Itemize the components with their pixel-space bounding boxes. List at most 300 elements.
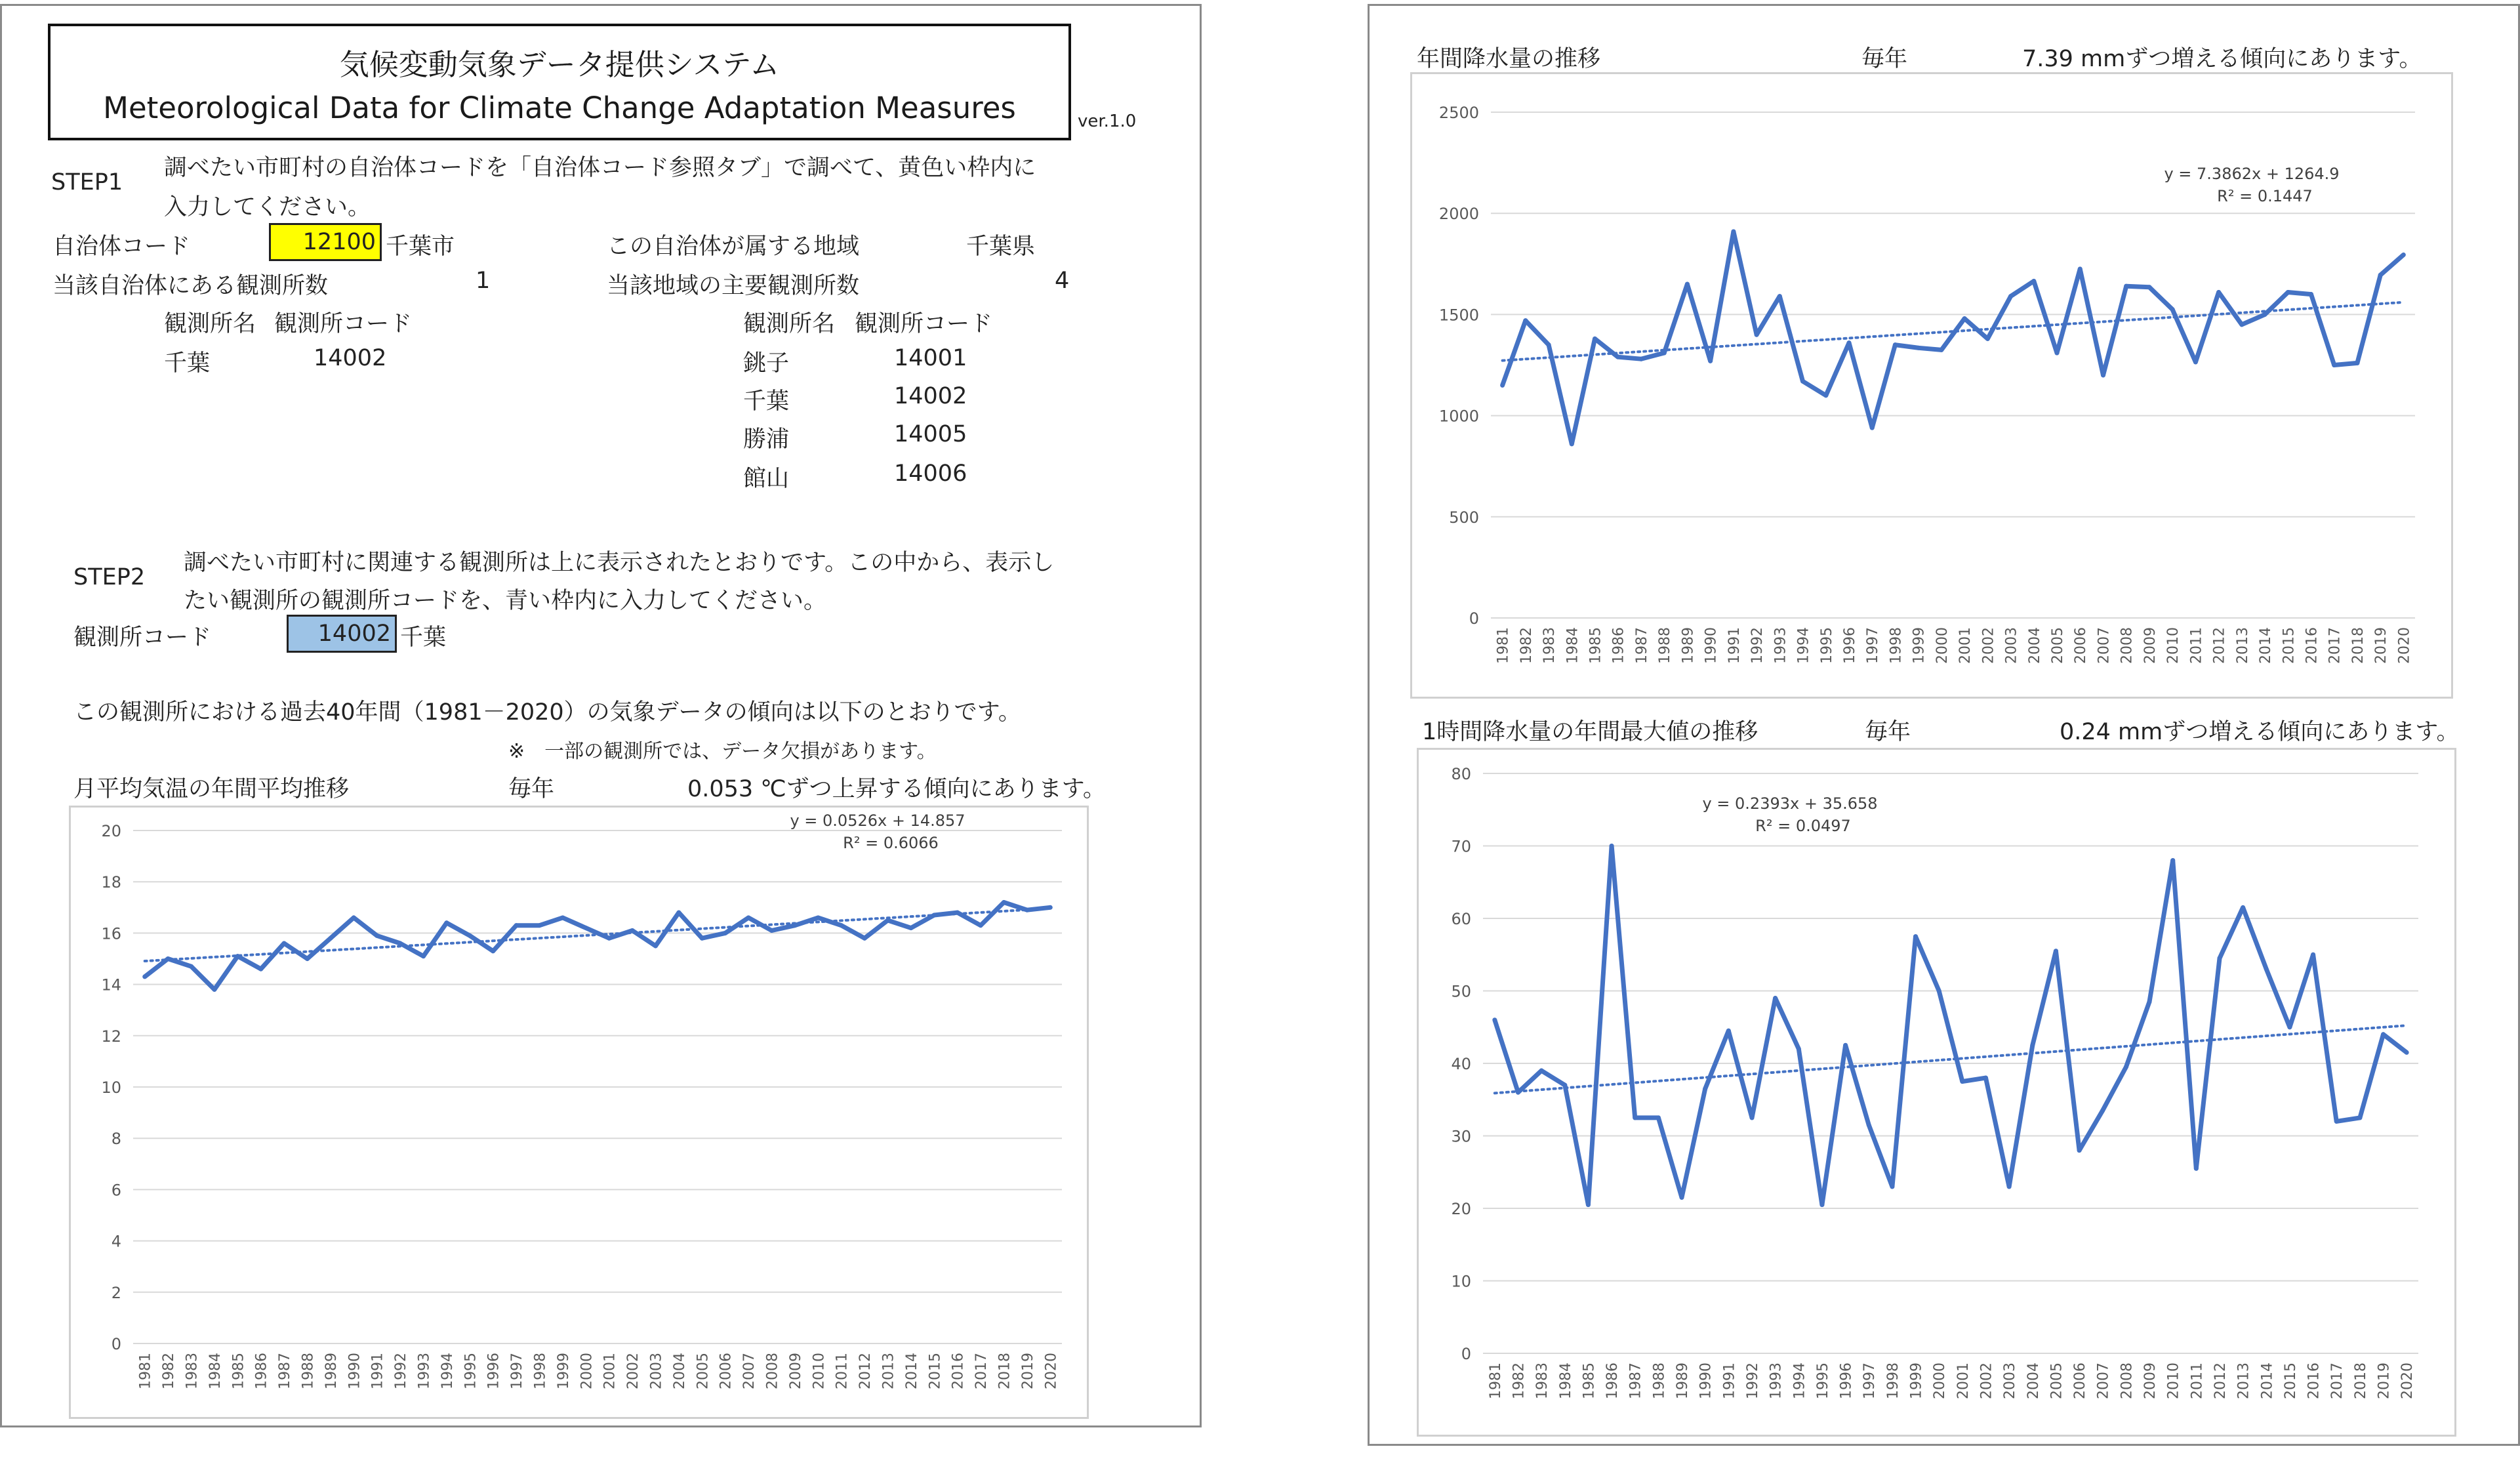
data-point [1593, 337, 1597, 341]
data-point [1843, 1043, 1848, 1048]
data-point [1025, 908, 1029, 912]
region-label: この自治体が属する地域 [607, 234, 860, 260]
data-point [2309, 292, 2313, 297]
title-box [48, 24, 1071, 140]
x-tick-label: 1989 [1675, 1363, 1692, 1399]
y-tick-label: 2500 [1438, 104, 1479, 122]
data-missing-note: ※ 一部の観測所では、データ欠損があります。 [508, 740, 937, 763]
x-tick-label: 2007 [741, 1353, 758, 1389]
region-col-station-code: 観測所コード [855, 311, 993, 337]
x-tick-label: 1992 [1744, 1363, 1761, 1399]
x-tick-label: 2010 [811, 1353, 828, 1389]
x-tick-label: 1984 [1564, 627, 1581, 664]
data-point [1492, 1017, 1497, 1022]
x-tick-label: 1999 [555, 1353, 572, 1389]
y-tick-label: 30 [1451, 1127, 1471, 1146]
data-point [1547, 342, 1551, 347]
selected-station-name: 千葉 [400, 625, 447, 651]
y-tick-label: 70 [1451, 837, 1471, 856]
data-point [142, 974, 147, 979]
x-tick-label: 1995 [1818, 627, 1835, 664]
data-point [700, 936, 704, 941]
data-point [2078, 267, 2083, 272]
data-point [1616, 355, 1620, 359]
x-tick-label: 2000 [579, 1353, 596, 1389]
x-tick-label: 1993 [416, 1353, 433, 1389]
x-tick-label: 2002 [1980, 627, 1997, 664]
trend-r-squared: R² = 0.1447 [2217, 187, 2313, 205]
trend-equation: y = 0.0526x + 14.857 [790, 811, 965, 830]
data-point [1867, 1122, 1871, 1127]
x-tick-label: 1992 [1749, 627, 1766, 664]
rain-chart-frame [1410, 72, 2453, 699]
data-point [189, 964, 193, 969]
x-tick-label: 2012 [2211, 627, 2228, 664]
municipality-code-label: 自治体コード [52, 234, 191, 260]
city-name: 千葉市 [386, 234, 455, 260]
data-point [352, 915, 356, 920]
x-tick-label: 2009 [2142, 1363, 2159, 1399]
region-station-code: 14002 [894, 383, 967, 409]
data-point [1539, 1069, 1544, 1073]
temp-per-year-label: 毎年 [508, 776, 555, 802]
x-tick-label: 1981 [1487, 1363, 1504, 1399]
data-point [1562, 1083, 1567, 1088]
data-point [2241, 905, 2245, 910]
y-tick-label: 14 [101, 975, 121, 994]
data-point [863, 936, 867, 941]
x-tick-label: 1986 [253, 1353, 270, 1389]
region-station-name: 千葉 [743, 388, 790, 415]
data-point [1960, 1079, 1964, 1084]
data-point [1797, 1046, 1801, 1051]
y-tick-label: 60 [1451, 910, 1471, 928]
data-point [1916, 346, 1920, 350]
x-tick-label: 1982 [1511, 1363, 1528, 1399]
data-point [584, 926, 588, 930]
x-tick-label: 2012 [857, 1353, 874, 1389]
x-tick-label: 2016 [2306, 1363, 2323, 1399]
local-stations-count-label: 当該自治体にある観測所数 [52, 273, 329, 299]
data-point [2031, 279, 2036, 283]
x-tick-label: 2010 [2165, 1363, 2182, 1399]
x-tick-label: 1992 [393, 1353, 410, 1389]
x-tick-label: 1990 [1697, 1363, 1715, 1399]
data-point [560, 915, 565, 920]
hourly-trend-text: 0.24 mmずつ増える傾向にあります。 [2060, 719, 2460, 745]
x-tick-label: 2001 [1955, 1363, 1972, 1399]
x-tick-label: 1997 [1861, 1363, 1879, 1399]
x-tick-label: 1984 [207, 1353, 224, 1389]
x-tick-label: 2016 [2304, 627, 2321, 664]
data-point [2194, 1166, 2199, 1171]
temp-chart-frame [69, 806, 1089, 1419]
x-tick-label: 1988 [1657, 627, 1674, 664]
x-tick-label: 1986 [1610, 627, 1627, 664]
x-tick-label: 1983 [184, 1353, 201, 1389]
data-point [491, 949, 495, 953]
x-tick-label: 1987 [1627, 1363, 1644, 1399]
region-station-name: 勝浦 [743, 426, 790, 453]
data-point [2355, 361, 2359, 365]
x-tick-label: 2008 [2119, 627, 2136, 664]
data-point [1985, 337, 1990, 341]
temp-trend-text: 0.053 ℃ずつ上昇する傾向にあります。 [687, 776, 1106, 802]
data-point [1778, 294, 1782, 298]
data-point [2193, 359, 2198, 364]
x-tick-label: 2015 [2282, 1363, 2299, 1399]
data-point [514, 923, 519, 928]
trend-r-squared: R² = 0.0497 [1755, 817, 1851, 835]
x-tick-label: 2018 [2349, 627, 2367, 664]
x-tick-label: 2009 [787, 1353, 804, 1389]
x-tick-label: 1994 [1795, 627, 1812, 664]
data-point [468, 933, 472, 938]
data-point [1610, 844, 1614, 848]
y-tick-label: 0 [1469, 609, 1479, 628]
data-point [1570, 441, 1574, 446]
x-tick-label: 1983 [1541, 627, 1558, 664]
x-tick-label: 2017 [2327, 627, 2344, 664]
data-point [2217, 956, 2222, 960]
data-point [932, 913, 937, 918]
x-tick-label: 1996 [485, 1353, 502, 1389]
region-stations-count: 4 [1055, 268, 1070, 294]
trend-r-squared: R² = 0.6066 [843, 834, 939, 852]
data-point [2401, 253, 2406, 257]
step2-instruction-line2: たい観測所の観測所コードを、青い枠内に入力してください。 [184, 588, 827, 614]
temp-chart-title: 月平均気温の年間平均推移 [73, 776, 350, 802]
data-point [2311, 953, 2315, 957]
y-tick-label: 12 [101, 1027, 121, 1046]
data-point [1048, 905, 1053, 910]
data-point [746, 915, 751, 920]
x-tick-label: 2006 [2073, 627, 2090, 664]
data-point [653, 943, 658, 948]
x-tick-label: 2017 [973, 1353, 990, 1389]
x-tick-label: 1997 [1865, 627, 1882, 664]
x-tick-label: 1997 [509, 1353, 526, 1389]
data-point [816, 915, 821, 920]
y-tick-label: 80 [1451, 765, 1471, 783]
x-tick-label: 2013 [880, 1353, 897, 1389]
data-point [2030, 1043, 2035, 1048]
data-point [1731, 229, 1736, 234]
x-tick-label: 1991 [1721, 1363, 1738, 1399]
data-point [2239, 322, 2244, 327]
data-point [1893, 342, 1898, 347]
x-tick-label: 1986 [1604, 1363, 1621, 1399]
region-station-name: 館山 [743, 466, 790, 492]
data-point [258, 967, 263, 972]
data-point [1983, 1076, 1988, 1080]
step2-instruction-line1: 調べたい市町村に関連する観測所は上に表示されたとおりです。この中から、表示し [184, 550, 1055, 576]
hourly-chart [1419, 750, 2454, 1435]
x-tick-label: 1988 [300, 1353, 317, 1389]
y-tick-label: 20 [101, 822, 121, 840]
data-point [1755, 333, 1759, 337]
x-tick-label: 1993 [1772, 627, 1789, 664]
data-point [2264, 967, 2269, 972]
local-col-station-code: 観測所コード [274, 311, 413, 337]
x-tick-label: 2004 [2026, 627, 2043, 664]
local-stations-count: 1 [476, 268, 491, 294]
x-tick-label: 1981 [1495, 627, 1512, 664]
y-tick-label: 16 [101, 924, 121, 943]
x-tick-label: 2020 [2396, 627, 2413, 664]
x-tick-label: 1988 [1651, 1363, 1668, 1399]
x-tick-label: 2000 [1932, 1363, 1949, 1399]
version-label: ver.1.0 [1078, 112, 1137, 131]
data-point [908, 926, 913, 930]
data-point [2357, 1115, 2362, 1120]
data-point [1726, 1029, 1731, 1033]
x-tick-label: 1991 [1726, 627, 1743, 664]
local-col-station-name: 観測所名 [164, 311, 256, 337]
x-tick-label: 2020 [1043, 1353, 1060, 1389]
x-tick-label: 2001 [1957, 627, 1974, 664]
x-tick-label: 2019 [1019, 1353, 1036, 1389]
x-tick-label: 2014 [2259, 1363, 2276, 1399]
station-code-input[interactable]: 14002 [287, 615, 397, 653]
y-tick-label: 1500 [1438, 306, 1479, 325]
rain-chart-title: 年間降水量の推移 [1417, 46, 1601, 72]
x-tick-label: 2003 [2003, 627, 2020, 664]
x-tick-label: 2014 [2258, 627, 2275, 664]
title-english: Meteorological Data for Climate Change Adaptation Measures [103, 91, 1016, 125]
data-point [1819, 1202, 1824, 1207]
x-tick-label: 1989 [323, 1353, 340, 1389]
x-tick-label: 2005 [2050, 626, 2067, 664]
data-point [537, 923, 542, 928]
x-tick-label: 1994 [1791, 1363, 1808, 1399]
x-tick-label: 1981 [137, 1353, 154, 1389]
local-station-name: 千葉 [164, 350, 211, 377]
x-tick-label: 2016 [950, 1353, 967, 1389]
x-tick-label: 1998 [1884, 1363, 1901, 1399]
data-point [723, 931, 727, 935]
data-point [305, 956, 310, 961]
x-tick-label: 2018 [996, 1353, 1013, 1389]
data-point [2124, 1065, 2128, 1069]
rain-per-year-label: 毎年 [1861, 46, 1908, 72]
step1-instruction-line1: 調べたい市町村の自治体コードを「自治体コード参照タブ」で調べて、黄色い枠内に [164, 155, 1036, 181]
hourly-chart-frame [1417, 748, 2456, 1437]
x-tick-label: 2005 [2048, 1363, 2065, 1399]
data-point [2216, 290, 2221, 295]
y-tick-label: 18 [101, 873, 121, 892]
data-point [398, 941, 403, 946]
x-tick-label: 2011 [2189, 1363, 2206, 1399]
x-tick-label: 2012 [2212, 1363, 2229, 1399]
x-tick-label: 1985 [1587, 627, 1604, 664]
data-point [839, 923, 843, 928]
data-point [607, 936, 611, 941]
data-point [2263, 312, 2267, 317]
y-tick-label: 50 [1451, 982, 1471, 1001]
data-point [955, 911, 960, 915]
data-point [1913, 934, 1918, 939]
x-tick-label: 2008 [2119, 1363, 2136, 1399]
x-tick-label: 2002 [625, 1353, 642, 1389]
x-tick-label: 1993 [1768, 1363, 1785, 1399]
data-point [166, 956, 171, 961]
x-tick-label: 1996 [1841, 627, 1858, 664]
data-point [1823, 393, 1828, 398]
data-point [1656, 1115, 1661, 1120]
data-point [885, 918, 890, 922]
x-tick-label: 1991 [369, 1353, 386, 1389]
step1-instruction-line2: 入力してください。 [164, 194, 371, 220]
summary-intro: この観測所における過去40年間（1981－2020）の気象データの傾向は以下のとおりです。 [73, 699, 1021, 726]
data-point [2334, 1119, 2339, 1124]
hourly-per-year-label: 毎年 [1865, 719, 1911, 745]
x-tick-label: 1995 [1814, 1363, 1831, 1399]
data-point [2170, 858, 2175, 863]
data-point [1890, 1184, 1894, 1189]
data-point [2405, 1050, 2409, 1055]
data-point [2170, 307, 2175, 312]
data-point [2007, 1184, 2012, 1189]
x-tick-label: 1983 [1534, 1363, 1551, 1399]
data-point [2147, 285, 2151, 289]
data-point [2332, 363, 2336, 367]
y-tick-label: 20 [1451, 1200, 1471, 1218]
data-point [1500, 383, 1505, 388]
y-tick-label: 6 [111, 1181, 121, 1200]
x-tick-label: 2013 [2234, 627, 2251, 664]
data-point [1708, 359, 1713, 363]
x-tick-label: 1998 [1888, 627, 1905, 664]
x-tick-label: 1996 [1838, 1363, 1855, 1399]
data-point [630, 928, 635, 933]
municipality-code-input[interactable]: 12100 [269, 223, 382, 261]
x-tick-label: 1995 [462, 1353, 479, 1389]
temp-chart [71, 808, 1087, 1417]
data-point [2286, 290, 2290, 295]
data-point [2378, 273, 2383, 277]
data-point [1638, 357, 1643, 361]
x-tick-label: 1985 [230, 1353, 247, 1389]
x-tick-label: 2003 [648, 1353, 665, 1389]
x-tick-label: 2019 [2373, 627, 2390, 664]
data-point [1846, 340, 1851, 345]
x-tick-label: 1989 [1680, 627, 1697, 664]
data-point [2287, 1025, 2292, 1029]
x-tick-label: 2017 [2329, 1363, 2346, 1399]
x-tick-label: 1985 [1581, 1363, 1598, 1399]
data-point [1516, 1090, 1520, 1095]
y-tick-label: 1000 [1438, 407, 1479, 426]
x-tick-label: 2000 [1934, 627, 1951, 664]
series-line [1503, 232, 2404, 444]
data-point [979, 923, 983, 928]
x-tick-label: 2013 [2235, 1363, 2252, 1399]
x-tick-label: 1984 [1557, 1363, 1574, 1399]
series-line [145, 903, 1051, 990]
region-station-name: 銚子 [743, 350, 790, 377]
data-point [1633, 1115, 1637, 1120]
region-station-code: 14001 [894, 345, 967, 371]
x-tick-label: 2006 [718, 1353, 735, 1389]
x-tick-label: 2014 [903, 1353, 920, 1389]
data-point [1800, 379, 1805, 384]
data-point [1680, 1195, 1684, 1200]
data-point [2101, 373, 2105, 377]
x-tick-label: 2019 [2376, 1363, 2393, 1399]
y-tick-label: 4 [111, 1232, 121, 1251]
x-tick-label: 2010 [2165, 627, 2182, 664]
data-point [1773, 996, 1778, 1000]
data-point [328, 936, 333, 941]
x-tick-label: 2018 [2352, 1363, 2369, 1399]
data-point [2055, 350, 2060, 355]
data-point [1685, 282, 1690, 287]
trend-equation: y = 0.2393x + 35.658 [1702, 794, 1878, 813]
data-point [1937, 989, 1941, 993]
x-tick-label: 2002 [1978, 1363, 1995, 1399]
series-line [1495, 846, 2407, 1205]
step1-label: STEP1 [51, 169, 123, 195]
step2-label: STEP2 [73, 564, 146, 590]
x-tick-label: 2008 [764, 1353, 781, 1389]
data-point [2147, 1000, 2152, 1004]
trend-equation: y = 7.3862x + 1264.9 [2164, 165, 2340, 183]
data-point [375, 933, 379, 938]
y-tick-label: 500 [1449, 508, 1479, 527]
x-tick-label: 2011 [2188, 627, 2205, 664]
x-tick-label: 1994 [439, 1353, 456, 1389]
x-tick-label: 2004 [2025, 1363, 2042, 1399]
data-point [1586, 1202, 1591, 1207]
hourly-chart-title: 1時間降水量の年間最大値の推移 [1422, 719, 1758, 745]
x-tick-label: 2005 [695, 1353, 712, 1389]
region-station-code: 14006 [894, 461, 967, 487]
x-tick-label: 2020 [2399, 1363, 2416, 1399]
region-col-station-name: 観測所名 [743, 311, 836, 337]
data-point [2124, 284, 2128, 289]
y-tick-label: 0 [1461, 1345, 1471, 1363]
x-tick-label: 2015 [927, 1353, 944, 1389]
x-tick-label: 2009 [2142, 627, 2159, 664]
x-tick-label: 2006 [2072, 1363, 2089, 1399]
data-point [282, 941, 287, 946]
data-point [676, 911, 681, 915]
data-point [1662, 350, 1667, 355]
data-point [2077, 1148, 2082, 1153]
data-point [1002, 900, 1006, 905]
x-tick-label: 1998 [532, 1353, 549, 1389]
y-tick-label: 0 [111, 1335, 121, 1353]
y-tick-label: 2000 [1438, 205, 1479, 224]
x-tick-label: 2007 [2096, 627, 2113, 664]
x-tick-label: 1987 [1633, 627, 1650, 664]
data-point [792, 923, 797, 928]
x-tick-label: 1987 [277, 1353, 294, 1389]
data-point [1962, 316, 1967, 321]
y-tick-label: 8 [111, 1130, 121, 1149]
y-tick-label: 10 [1451, 1272, 1471, 1291]
y-tick-label: 10 [101, 1078, 121, 1097]
data-point [1703, 1086, 1707, 1091]
y-tick-label: 2 [111, 1283, 121, 1302]
data-point [2100, 1108, 2105, 1113]
data-point [1523, 318, 1528, 323]
data-point [212, 987, 216, 992]
x-tick-label: 1982 [1518, 627, 1535, 664]
title-japanese: 気候変動気象データ提供システム [339, 47, 780, 82]
x-tick-label: 1990 [346, 1353, 363, 1389]
